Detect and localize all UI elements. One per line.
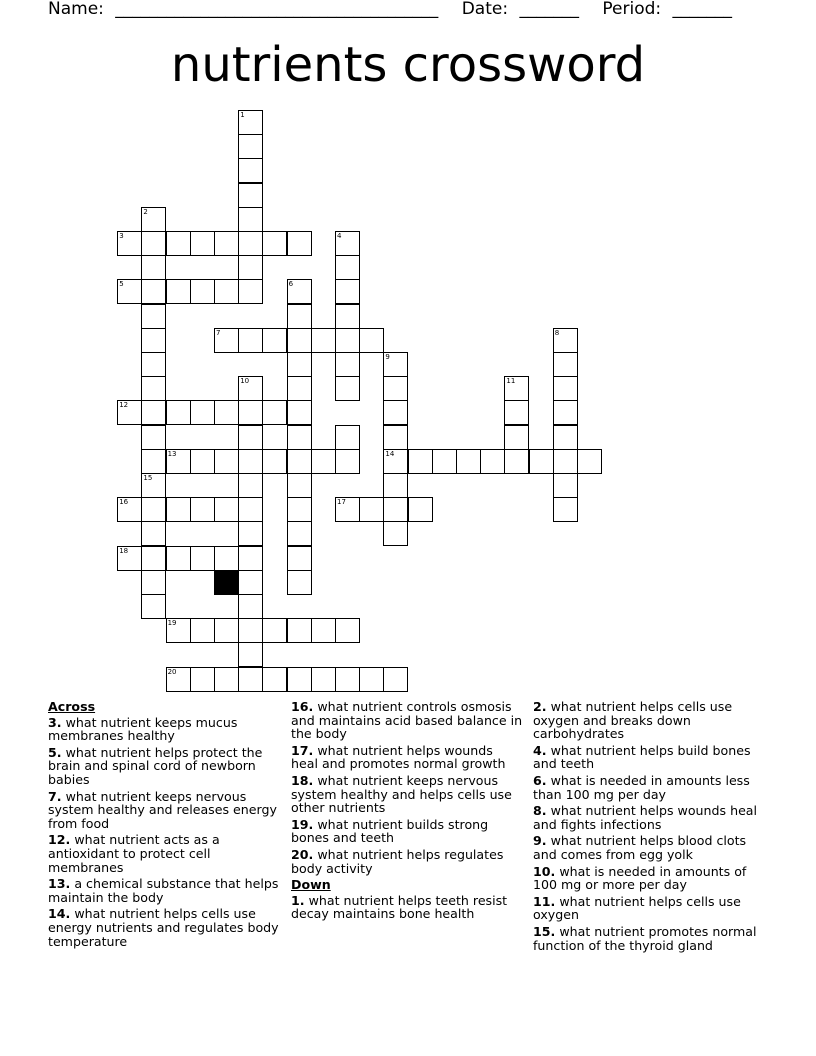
grid-cell[interactable] <box>287 667 312 692</box>
grid-cell[interactable] <box>335 328 360 353</box>
grid-cell[interactable] <box>383 400 408 425</box>
clue-across-20: 20. what nutrient helps regulates body activity <box>291 846 504 876</box>
grid-cell[interactable] <box>238 642 263 667</box>
clue-down-2: 2. what nutrient helps cells use oxygen and breaks down carbohydrates <box>533 699 733 742</box>
clue-number-19: 19 <box>167 619 177 628</box>
grid-cell[interactable] <box>141 231 166 256</box>
grid-cell[interactable] <box>311 667 336 692</box>
clue-number-16: 16 <box>119 498 129 507</box>
grid-cell[interactable] <box>214 667 239 692</box>
clue-number-8: 8 <box>554 328 560 337</box>
grid-cell[interactable] <box>141 425 166 450</box>
grid-cell[interactable] <box>238 279 263 304</box>
grid-cell[interactable] <box>166 400 191 425</box>
grid-cell[interactable] <box>383 352 408 377</box>
grid-cell[interactable] <box>166 618 191 643</box>
grid-cell[interactable] <box>190 618 215 643</box>
grid-cell[interactable] <box>238 449 263 474</box>
grid-cell[interactable] <box>287 473 312 498</box>
grid-cell[interactable] <box>504 425 529 450</box>
grid-cell[interactable] <box>141 304 166 329</box>
grid-cell[interactable] <box>262 231 287 256</box>
clue-across-12: 12. what nutrient acts as a antioxidant to protect cell membranes <box>48 832 220 875</box>
grid-cell[interactable] <box>287 425 312 450</box>
clue-number-7: 7 <box>216 328 221 337</box>
clue-number-5: 5 <box>119 280 124 289</box>
grid-cell[interactable] <box>359 497 384 522</box>
clue-number-14: 14 <box>385 449 395 458</box>
grid-cell[interactable] <box>553 449 578 474</box>
clue-column-2 <box>291 700 523 924</box>
grid-cell[interactable] <box>456 449 481 474</box>
grid-cell[interactable] <box>238 618 263 643</box>
grid-cell[interactable] <box>504 400 529 425</box>
period-label: Period: <box>602 0 662 19</box>
grid-cell[interactable] <box>262 400 287 425</box>
grid-cell[interactable] <box>335 376 360 401</box>
header-line <box>48 0 768 20</box>
grid-cell[interactable] <box>238 521 263 546</box>
grid-cell[interactable] <box>383 521 408 546</box>
grid-cell[interactable] <box>117 546 142 571</box>
grid-cell[interactable] <box>335 304 360 329</box>
grid-cell[interactable] <box>166 667 191 692</box>
date-blank[interactable]: _______ <box>519 0 579 19</box>
grid-cell[interactable] <box>238 328 263 353</box>
grid-cell[interactable] <box>335 255 360 280</box>
grid-cell[interactable] <box>335 425 360 450</box>
grid-cell[interactable] <box>383 376 408 401</box>
grid-cell[interactable] <box>166 546 191 571</box>
clue-across-13: 13. a chemical substance that helps maintain the body <box>48 876 279 905</box>
clue-down-11: 11. what nutrient helps cells use oxygen <box>533 893 741 923</box>
clue-number-1: 1 <box>240 111 245 119</box>
grid-cell[interactable] <box>117 497 142 522</box>
clue-number-18: 18 <box>119 546 129 555</box>
grid-cell[interactable] <box>287 449 312 474</box>
clue-number-12: 12 <box>119 401 129 410</box>
grid-cell[interactable] <box>238 207 263 232</box>
grid-cell[interactable] <box>553 400 578 425</box>
down-heading: Down <box>291 877 331 893</box>
grid-cell[interactable] <box>166 279 191 304</box>
grid-cell[interactable] <box>287 304 312 329</box>
clue-number-10: 10 <box>240 377 250 386</box>
clue-down-6: 6. what is needed in amounts less than 100 mg per day <box>533 772 750 802</box>
grid-cell[interactable] <box>238 110 263 135</box>
grid-cell[interactable] <box>553 497 578 522</box>
grid-cell[interactable] <box>262 328 287 353</box>
grid-cell[interactable] <box>141 473 166 498</box>
grid-cell[interactable] <box>238 134 263 159</box>
grid-cell[interactable] <box>359 667 384 692</box>
clue-number-13: 13 <box>167 449 177 458</box>
grid-cell[interactable] <box>311 618 336 643</box>
clue-number-15: 15 <box>143 474 153 482</box>
grid-cell[interactable] <box>287 328 312 353</box>
grid-cell[interactable] <box>141 376 166 401</box>
grid-cell[interactable] <box>190 400 215 425</box>
grid-cell[interactable] <box>553 425 578 450</box>
grid-cell[interactable] <box>383 425 408 450</box>
grid-cell[interactable] <box>214 400 239 425</box>
grid-cell[interactable] <box>141 352 166 377</box>
clue-number-11: 11 <box>506 377 516 386</box>
grid-cell[interactable] <box>335 279 360 304</box>
grid-cell[interactable] <box>335 618 360 643</box>
grid-cell[interactable] <box>117 279 142 304</box>
grid-cell[interactable] <box>141 594 166 619</box>
grid-cell[interactable] <box>287 570 312 595</box>
grid-cell[interactable] <box>141 328 166 353</box>
grid-cell[interactable] <box>335 449 360 474</box>
grid-cell[interactable] <box>238 158 263 183</box>
grid-cell[interactable] <box>190 231 215 256</box>
clue-number-3: 3 <box>119 232 124 240</box>
clue-down-4: 4. what nutrient helps build bones and teeth <box>533 742 751 772</box>
grid-cell[interactable] <box>238 497 263 522</box>
grid-cell[interactable] <box>141 570 166 595</box>
page-title: nutrients crossword <box>170 37 646 93</box>
grid-cell[interactable] <box>335 497 360 522</box>
grid-cell[interactable] <box>335 352 360 377</box>
name-label: Name: <box>48 0 104 19</box>
clue-across-17: 17. what nutrient helps wounds heal and promotes normal growth <box>291 742 506 772</box>
grid-cell[interactable] <box>529 449 554 474</box>
grid-cell[interactable] <box>190 497 215 522</box>
clue-number-4: 4 <box>337 232 342 240</box>
grid-cell[interactable] <box>311 449 336 474</box>
clue-across-14: 14. what nutrient helps cells use energy nutrients and regulates body temperature <box>48 906 279 949</box>
grid-cell[interactable] <box>287 546 312 571</box>
clue-across-19: 19. what nutrient builds strong bones and teeth <box>291 816 489 846</box>
date-label: Date: <box>461 0 509 19</box>
grid-cell[interactable] <box>141 521 166 546</box>
grid-cell[interactable] <box>117 231 142 256</box>
grid-cell[interactable] <box>383 449 408 474</box>
grid-cell[interactable] <box>287 618 312 643</box>
grid-cell[interactable] <box>214 279 239 304</box>
clue-number-6: 6 <box>288 280 294 289</box>
grid-cell[interactable] <box>141 255 166 280</box>
grid-cell[interactable] <box>214 546 239 571</box>
period-blank[interactable]: _______ <box>672 0 733 19</box>
grid-cell[interactable] <box>141 497 166 522</box>
clue-down-8: 8. what nutrient helps wounds heal and fights infections <box>533 803 758 832</box>
black-square <box>214 570 239 595</box>
clue-column-3 <box>533 700 765 955</box>
across-heading: Across <box>48 699 96 714</box>
clue-number-2: 2 <box>143 207 148 216</box>
grid-cell[interactable] <box>214 497 239 522</box>
grid-cell[interactable] <box>214 449 239 474</box>
grid-cell[interactable] <box>262 667 287 692</box>
grid-cell[interactable] <box>504 449 529 474</box>
grid-cell[interactable] <box>141 400 166 425</box>
grid-cell[interactable] <box>238 376 263 401</box>
grid-cell[interactable] <box>214 618 239 643</box>
grid-cell[interactable] <box>359 328 384 353</box>
clue-column-1 <box>48 700 280 951</box>
grid-cell[interactable] <box>141 449 166 474</box>
clue-across-7: 7. what nutrient keeps nervous system healthy and releases energy from food <box>48 788 277 831</box>
grid-cell[interactable] <box>190 449 215 474</box>
clue-down-1: 1. what nutrient helps teeth resist decay maintains bone health <box>291 892 508 922</box>
grid-cell[interactable] <box>141 546 166 571</box>
clue-across-16: 16. what nutrient controls osmosis and maintains acid based balance in the body <box>291 699 523 742</box>
grid-cell[interactable] <box>408 497 433 522</box>
clue-across-18: 18. what nutrient keeps nervous system healthy and helps cells use other nutrients <box>291 772 512 816</box>
grid-cell[interactable] <box>383 667 408 692</box>
grid-cell[interactable] <box>287 521 312 546</box>
grid-cell[interactable] <box>238 255 263 280</box>
grid-cell[interactable] <box>238 594 263 619</box>
grid-cell[interactable] <box>238 425 263 450</box>
grid-cell[interactable] <box>238 667 263 692</box>
grid-cell[interactable] <box>166 497 191 522</box>
clue-across-5: 5. what nutrient helps protect the brain and spinal cord of newborn babies <box>48 744 263 787</box>
grid-cell[interactable] <box>287 231 312 256</box>
grid-cell[interactable] <box>214 231 239 256</box>
grid-cell[interactable] <box>238 183 263 208</box>
grid-cell[interactable] <box>262 618 287 643</box>
grid-cell[interactable] <box>553 352 578 377</box>
grid-cell[interactable] <box>504 376 529 401</box>
clue-down-10: 10. what is needed in amounts of 100 mg or more per day <box>533 863 747 893</box>
grid-cell[interactable] <box>166 449 191 474</box>
grid-cell[interactable] <box>311 328 336 353</box>
grid-cell[interactable] <box>262 449 287 474</box>
clue-number-17: 17 <box>337 498 346 507</box>
grid-cell[interactable] <box>577 449 602 474</box>
clue-number-9: 9 <box>385 353 390 361</box>
grid-cell[interactable] <box>238 231 263 256</box>
grid-cell[interactable] <box>335 231 360 256</box>
grid-cell[interactable] <box>432 449 457 474</box>
grid-cell[interactable] <box>190 667 215 692</box>
grid-cell[interactable] <box>287 497 312 522</box>
grid-cell[interactable] <box>287 279 312 304</box>
grid-cell[interactable] <box>190 279 215 304</box>
clue-down-15: 15. what nutrient promotes normal function of the thyroid gland <box>533 923 757 953</box>
grid-cell[interactable] <box>408 449 433 474</box>
grid-cell[interactable] <box>553 376 578 401</box>
grid-cell[interactable] <box>238 546 263 571</box>
grid-cell[interactable] <box>335 667 360 692</box>
grid-cell[interactable] <box>553 328 578 353</box>
clue-down-9: 9. what nutrient helps blood clots and comes from egg yolk <box>533 833 747 862</box>
grid-cell[interactable] <box>117 400 142 425</box>
grid-cell[interactable] <box>383 473 408 498</box>
grid-cell[interactable] <box>287 352 312 377</box>
grid-cell[interactable] <box>166 231 191 256</box>
grid-cell[interactable] <box>238 400 263 425</box>
grid-cell[interactable] <box>287 376 312 401</box>
clue-number-20: 20 <box>167 667 177 676</box>
grid-cell[interactable] <box>553 473 578 498</box>
grid-cell[interactable] <box>383 497 408 522</box>
grid-cell[interactable] <box>480 449 505 474</box>
grid-cell[interactable] <box>190 546 215 571</box>
grid-cell[interactable] <box>238 570 263 595</box>
grid-cell[interactable] <box>141 207 166 232</box>
grid-cell[interactable] <box>141 279 166 304</box>
grid-cell[interactable] <box>287 400 312 425</box>
name-blank[interactable]: ______________________________________ <box>115 0 439 19</box>
grid-cell[interactable] <box>238 473 263 498</box>
clue-across-3: 3. what nutrient keeps mucus membranes healthy <box>48 714 238 744</box>
grid-cell[interactable] <box>214 328 239 353</box>
